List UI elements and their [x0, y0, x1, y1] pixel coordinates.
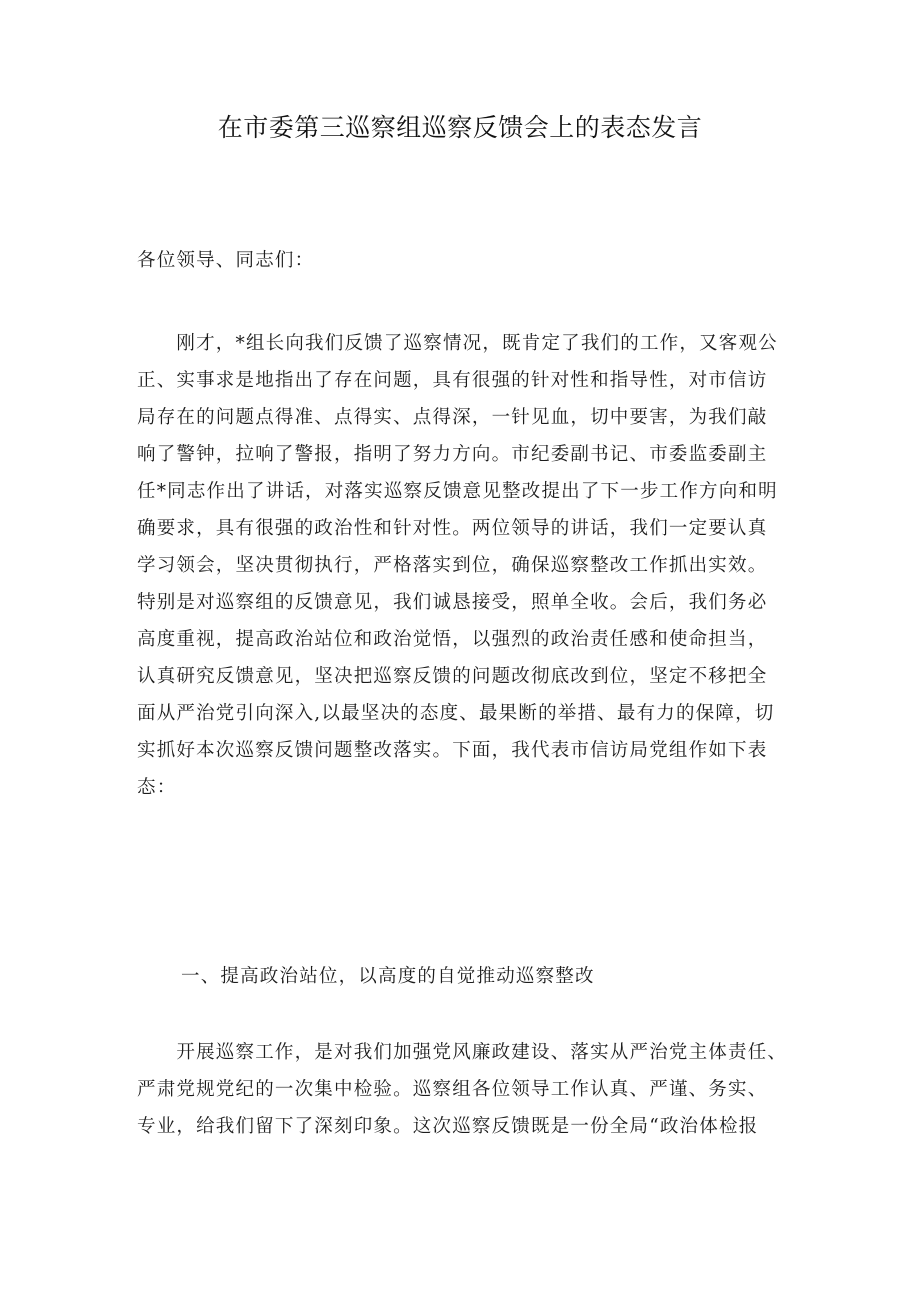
paragraph-1 — [137, 325, 797, 806]
paragraph-line: 学习领会，坚决贯彻执行，严格落实到位，确保巡察整改工作抓出实效。 — [137, 555, 768, 576]
paragraph-line: 面从严治党引向深入,以最坚决的态度、最果断的举措、最有力的保障，切 — [137, 703, 775, 724]
document-title: 在市委第三巡察组巡察反馈会上的表态发言 — [217, 113, 703, 142]
paragraph-line: 刚才，*组长向我们反馈了巡察情况，既肯定了我们的工作，又客观公 — [137, 333, 778, 354]
salutation: 各位领导、同志们： — [137, 250, 315, 271]
paragraph-line: 响了警钟，拉响了警报，指明了努力方向。市纪委副书记、市委监委副主 — [137, 444, 768, 465]
paragraph-line: 局存在的问题点得准、点得实、点得深，一针见血，切中要害，为我们敲 — [137, 407, 768, 428]
section-heading-1: 一、提高政治站位，以高度的自觉推动巡察整改 — [181, 966, 595, 987]
paragraph-line: 态： — [137, 777, 177, 798]
paragraph-line: 实抓好本次巡察反馈问题整改落实。下面，我代表市信访局党组作如下表 — [137, 740, 768, 761]
paragraph-line: 确要求，具有很强的政治性和针对性。两位领导的讲话，我们一定要认真 — [137, 518, 768, 539]
paragraph-2 — [137, 1034, 797, 1145]
paragraph-line: 正、实事求是地指出了存在问题，具有很强的针对性和指导性，对市信访 — [137, 370, 768, 391]
paragraph-line: 特别是对巡察组的反馈意见，我们诚恳接受，照单全收。会后，我们务必 — [137, 592, 768, 613]
paragraph-line: 任*同志作出了讲话，对落实巡察反馈意见整改提出了下一步工作方向和明 — [137, 481, 778, 502]
paragraph-line: 专业，给我们留下了深刻印象。这次巡察反馈既是一份全局“政治体检报 — [137, 1116, 759, 1137]
paragraph-line: 高度重视，提高政治站位和政治觉悟，以强烈的政治责任感和使命担当， — [137, 629, 768, 650]
paragraph-line: 认真研究反馈意见，坚决把巡察反馈的问题改彻底改到位，坚定不移把全 — [137, 666, 768, 687]
paragraph-line: 开展巡察工作，是对我们加强党风廉政建设、落实从严治党主体责任、 — [137, 1042, 788, 1063]
paragraph-line: 严肃党规党纪的一次集中检验。巡察组各位领导工作认真、严谨、务实、 — [137, 1079, 768, 1100]
